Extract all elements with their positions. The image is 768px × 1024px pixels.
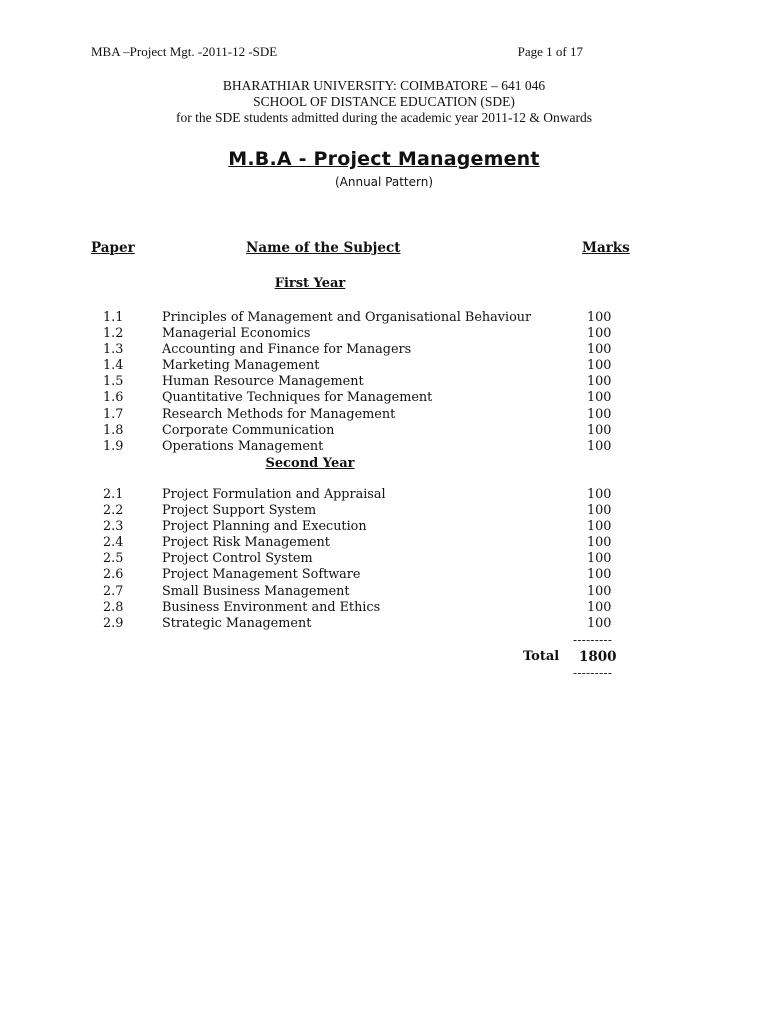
header-left: MBA –Project Mgt. -2011-12 -SDE (91, 44, 278, 59)
table-row (0, 390, 768, 406)
table-row (0, 567, 768, 583)
table-row (0, 584, 768, 600)
institution-block (0, 78, 768, 126)
table-row (0, 407, 768, 423)
paper-number: 2.6 (103, 567, 124, 583)
subject-name: Marketing Management (162, 358, 320, 374)
running-header (91, 44, 583, 60)
document-title: M.B.A - Project Management (228, 148, 540, 170)
paper-number: 1.8 (103, 422, 124, 438)
table-row (0, 600, 768, 616)
table-row (0, 423, 768, 439)
subject-name: Project Planning and Execution (162, 519, 367, 535)
marks-value: 100 (587, 503, 612, 519)
total-separator-bottom: --------- (573, 666, 613, 680)
table-row (0, 551, 768, 567)
paper-number: 2.4 (103, 535, 124, 551)
paper-number: 1.5 (103, 374, 124, 390)
column-header-marks: Marks (582, 240, 630, 256)
marks-value: 100 (587, 358, 612, 374)
column-header-paper: Paper (91, 240, 135, 256)
subject-name: Human Resource Management (162, 374, 364, 390)
marks-value: 100 (587, 567, 612, 583)
table-row (0, 616, 768, 632)
marks-value: 100 (587, 438, 612, 454)
admission-note: for the SDE students admitted during the academic year 2011-12 & Onwards (175, 110, 592, 125)
table-row (0, 374, 768, 390)
marks-value: 100 (587, 535, 612, 551)
paper-number: 1.6 (103, 390, 124, 406)
subject-name: Accounting and Finance for Managers (162, 342, 412, 358)
subject-name: Principles of Management and Organisational Behaviour (162, 310, 532, 325)
marks-value: 100 (587, 326, 612, 342)
paper-number: 2.7 (103, 583, 124, 599)
first-year-list (0, 310, 768, 455)
subject-name: Research Methods for Management (162, 406, 396, 422)
table-row (0, 358, 768, 374)
table-row (0, 487, 768, 503)
table-row (0, 503, 768, 519)
document-subtitle: (Annual Pattern) (334, 175, 434, 189)
marks-value: 100 (587, 422, 612, 438)
marks-value: 100 (587, 487, 612, 502)
first-year-heading: First Year (274, 276, 346, 291)
subject-name: Strategic Management (162, 615, 312, 631)
second-year-heading: Second Year (265, 456, 355, 471)
marks-value: 100 (587, 583, 612, 599)
second-year-list (0, 487, 768, 632)
table-row (0, 535, 768, 551)
subject-name: Business Environment and Ethics (162, 599, 381, 615)
total-value: 1800 (579, 649, 617, 665)
marks-value: 100 (587, 599, 612, 615)
subject-name: Corporate Communication (162, 422, 335, 438)
paper-number: 1.9 (103, 438, 124, 454)
subject-name: Project Risk Management (162, 535, 330, 551)
paper-number: 2.5 (103, 551, 124, 567)
paper-number: 1.7 (103, 406, 124, 422)
table-row (0, 519, 768, 535)
subject-name: Quantitative Techniques for Management (162, 390, 433, 406)
paper-number: 1.4 (103, 358, 124, 374)
table-row (0, 310, 768, 326)
marks-value: 100 (587, 374, 612, 390)
paper-number: 1.1 (103, 310, 124, 325)
paper-number: 2.3 (103, 519, 124, 535)
paper-number: 2.1 (103, 487, 124, 502)
subject-name: Project Formulation and Appraisal (162, 487, 386, 502)
subject-name: Project Control System (162, 551, 313, 567)
marks-value: 100 (587, 390, 612, 406)
paper-number: 1.3 (103, 342, 124, 358)
subject-name: Operations Management (162, 438, 324, 454)
marks-value: 100 (587, 406, 612, 422)
marks-value: 100 (587, 615, 612, 631)
total-separator-top: --------- (573, 633, 613, 647)
table-row (0, 342, 768, 358)
table-row (0, 439, 768, 455)
table-row (0, 326, 768, 342)
column-header-subject: Name of the Subject (246, 240, 401, 256)
marks-value: 100 (587, 519, 612, 535)
paper-number: 2.2 (103, 503, 124, 519)
marks-value: 100 (587, 310, 612, 325)
total-label: Total (523, 649, 560, 664)
paper-number: 2.8 (103, 599, 124, 615)
subject-name: Project Management Software (162, 567, 361, 583)
subject-name: Project Support System (162, 503, 317, 519)
marks-value: 100 (587, 342, 612, 358)
subject-name: Small Business Management (162, 583, 350, 599)
university-name: BHARATHIAR UNIVERSITY: COIMBATORE – 641 046 (222, 78, 546, 93)
marks-value: 100 (587, 551, 612, 567)
page-number: Page 1 of 17 (517, 44, 583, 59)
school-name: SCHOOL OF DISTANCE EDUCATION (SDE) (253, 94, 515, 109)
paper-number: 1.2 (103, 326, 124, 342)
subject-name: Managerial Economics (162, 326, 311, 342)
paper-number: 2.9 (103, 615, 124, 631)
